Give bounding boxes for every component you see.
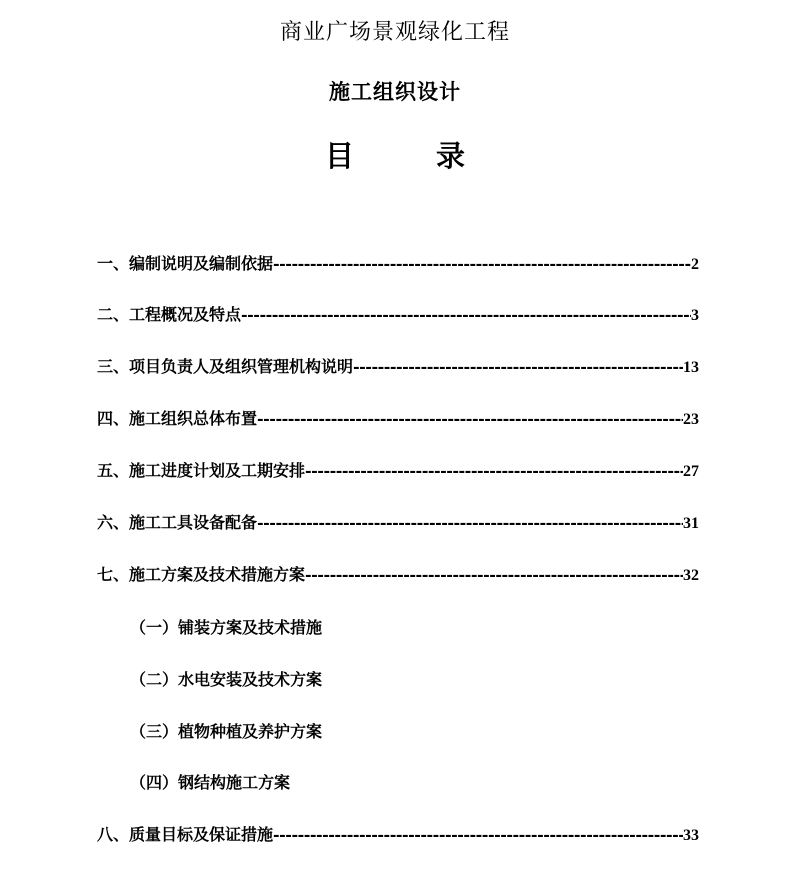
toc-entry-page: 32 — [683, 567, 699, 584]
toc-leader — [241, 305, 691, 324]
toc-heading-char-1: 目 — [324, 139, 354, 173]
toc-entry-label: 一、编制说明及编制依据 — [97, 254, 274, 273]
toc-entry[interactable] — [97, 251, 699, 275]
toc-entry-label: 四、施工组织总体布置 — [97, 409, 258, 428]
toc-leader — [305, 565, 683, 584]
toc-entry[interactable] — [97, 354, 699, 378]
toc-subentry[interactable]: （二）水电安装及技术方案 — [130, 670, 323, 689]
toc-entry-page: 33 — [683, 827, 699, 844]
toc-subentry[interactable]: （三）植物种植及养护方案 — [130, 722, 323, 741]
toc-subentry[interactable]: （一）铺装方案及技术措施 — [130, 618, 323, 637]
toc-entry[interactable] — [97, 510, 699, 534]
toc-heading-char-2: 录 — [436, 139, 466, 173]
toc-entry[interactable] — [97, 562, 699, 586]
toc-leader — [257, 513, 683, 532]
toc-entry-label: 六、施工工具设备配备 — [97, 513, 258, 532]
toc-leader — [257, 409, 683, 428]
toc-leader — [305, 461, 683, 480]
toc-entry-page: 3 — [691, 307, 699, 324]
toc-entry-page: 2 — [691, 256, 699, 273]
toc-entry-label: 五、施工进度计划及工期安排 — [97, 461, 306, 480]
toc-entry-label: 三、项目负责人及组织管理机构说明 — [97, 357, 354, 376]
toc-leader — [273, 254, 691, 273]
toc-entry-page: 31 — [683, 515, 699, 532]
toc-entry-label: 八、质量目标及保证措施 — [97, 825, 274, 844]
toc-entry[interactable] — [97, 822, 699, 846]
toc-subentry[interactable]: （四）钢结构施工方案 — [130, 773, 291, 792]
toc-entry-label: 七、施工方案及技术措施方案 — [97, 565, 306, 584]
toc-entry-label: 二、工程概况及特点 — [97, 305, 242, 324]
project-title: 商业广场景观绿化工程 — [279, 20, 510, 45]
toc-entry-page: 13 — [683, 359, 699, 376]
toc-entry-page: 23 — [683, 411, 699, 428]
toc-entry[interactable] — [97, 458, 699, 482]
toc-heading — [0, 134, 790, 175]
toc-leader — [273, 825, 683, 844]
toc-entry[interactable] — [97, 406, 699, 430]
toc-entry[interactable] — [97, 302, 699, 326]
document-title: 施工组织设计 — [329, 79, 461, 104]
toc-leader — [353, 357, 683, 376]
toc-entry-page: 27 — [683, 463, 699, 480]
